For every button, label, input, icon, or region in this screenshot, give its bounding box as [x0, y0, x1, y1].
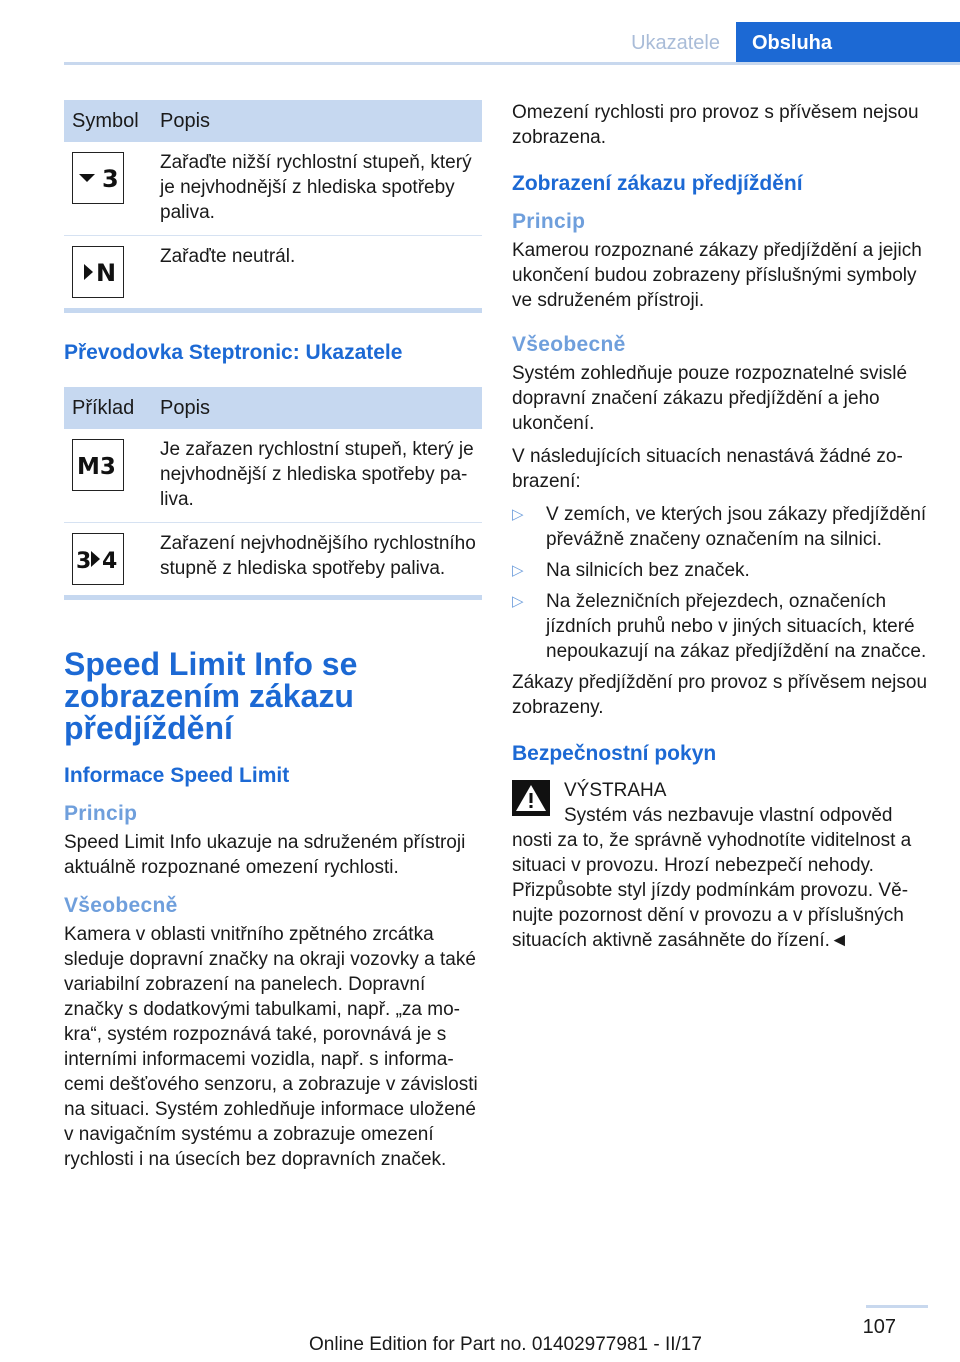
warning-box — [512, 778, 928, 953]
princip-text: Speed Limit Info ukazuje na sdruženém přístroji aktuálně rozpoznané omezení rychlosti. — [64, 832, 466, 878]
edition-text: Online Edition for Part no. 01402977981 - II/17 — [309, 1334, 702, 1355]
svg-text:3: 3 — [102, 165, 119, 193]
princip-text: Kamerou rozpoznané zákazy předjíždění a jejich ukončení budou zobrazeny příslušnými symboly ve sdruženém přístroji. — [512, 240, 922, 311]
general-heading: Všeobecně — [512, 333, 626, 356]
table-row — [64, 429, 482, 523]
list-item: ▷ Na železničních přejezdech, označeních jízdních pruhů nebo v jiných situacích, které nepoukazují na zákaz předjíždění na značce. — [512, 591, 927, 662]
general-text: Systém zohledňuje pouze rozpoznatelné svislé dopravní značení zákazu předjíždění a jeho ukončení. — [512, 363, 908, 434]
overtaking-heading: Zobrazení zákazu předjíždění — [512, 172, 803, 195]
svg-text:4: 4 — [102, 549, 118, 574]
footer-rule — [866, 1305, 928, 1308]
bullet-icon: ▷ — [512, 506, 524, 523]
princip-heading: Princip — [512, 210, 586, 233]
general-heading: Všeobecně — [64, 894, 178, 917]
general-text: Kamera v oblasti vnitřního zpětného zrcátka sleduje dopravní značky na okraji vozovky a také variabilní zobrazení na panelech. Dopravní značky s dodatkovými tabulkami, např. „za mokra“, systém rozpoznává také, porovnává je s interními informacemi vozidla, např. s informacemi dešťového senzoru, a zobrazuje v závislosti na situaci. Systém zohledňuje informace uložené v navigačním systému a zobrazuje omezení rychlosti i na úsecích bez dopravních značek. — [64, 924, 478, 1170]
warning-title: VÝSTRAHA — [564, 780, 667, 801]
column-header-description: Popis — [152, 100, 482, 142]
princip-heading: Princip — [64, 802, 138, 825]
shift-neutral-icon — [72, 246, 124, 298]
table-divider — [64, 595, 482, 600]
row-description: Zařaďte nižší rychlostní stupeň, který je nejvhodnější z hlediska spotřeby paliva. — [152, 142, 482, 236]
column-header-description: Popis — [152, 387, 482, 429]
exception-list — [512, 502, 928, 664]
table-row — [64, 523, 482, 596]
row-description: Zařaďte neutrál. — [160, 246, 296, 267]
table-divider — [64, 308, 482, 313]
general-text: V následujících situacích nenastává žádné zobrazení: — [512, 446, 903, 492]
speed-limit-title: Speed Limit Info se zobrazením zákazu předjíždění — [64, 646, 358, 746]
m3-gear-icon — [72, 439, 124, 491]
table-row — [64, 142, 482, 236]
bullet-icon: ▷ — [512, 562, 524, 579]
left-column — [64, 100, 482, 1180]
trailer-note: Omezení rychlosti pro provoz s přívěsem nejsou zobrazena. — [512, 102, 919, 148]
section-tab: Ukazatele — [631, 32, 720, 54]
list-item: ▷ Na silnicích bez značek. — [512, 560, 750, 581]
column-header-symbol: Symbol — [64, 100, 152, 142]
warning-text-line: Systém vás nezbavuje vlastní odpověd — [564, 805, 893, 826]
chapter-tab: Obsluha — [736, 22, 960, 62]
page-number: 107 — [862, 1316, 896, 1338]
column-header-example: Příklad — [64, 387, 152, 429]
steptronic-heading: Převodovka Steptronic: Ukazatele — [64, 341, 403, 364]
warning-text: nosti za to, že správně vyhodnotíte viditelnost a situaci v provozu. Hrozí nebezpečí nehody. Přizpůsobte styl jízdy podmínkám provozu. Věnujte pozornost dění v provozu a v příslušných situacích aktivně zasáhněte do řízení.◄ — [512, 830, 912, 951]
right-column — [512, 100, 928, 953]
shift-down-3-icon — [72, 152, 124, 204]
page-header — [64, 22, 960, 65]
row-description: Zařazení nejvhodnějšího rychlostního stupně z hlediska spotřeby paliva. — [160, 533, 476, 579]
speed-limit-info-heading: Informace Speed Limit — [64, 764, 290, 787]
steptronic-table — [64, 387, 482, 595]
safety-heading: Bezpečnostní pokyn — [512, 742, 717, 765]
svg-text:M3: M3 — [77, 454, 116, 480]
svg-text:N: N — [96, 259, 117, 287]
symbol-table — [64, 100, 482, 308]
shift-3-to-4-icon — [72, 533, 124, 585]
warning-triangle-icon — [512, 780, 550, 816]
trailer-note: Zákazy předjíždění pro provoz s přívěsem nejsou zobrazeny. — [512, 672, 928, 718]
list-item: ▷ V zemích, ve kterých jsou zákazy předjíždění převážně značeny označením na silnici. — [512, 504, 927, 550]
svg-text:3: 3 — [76, 549, 92, 574]
row-description: Je zařazen rychlostní stupeň, který je nejvhodnější z hlediska spotřeby paliva. — [152, 429, 482, 523]
table-row — [64, 236, 482, 309]
bullet-icon: ▷ — [512, 593, 524, 610]
